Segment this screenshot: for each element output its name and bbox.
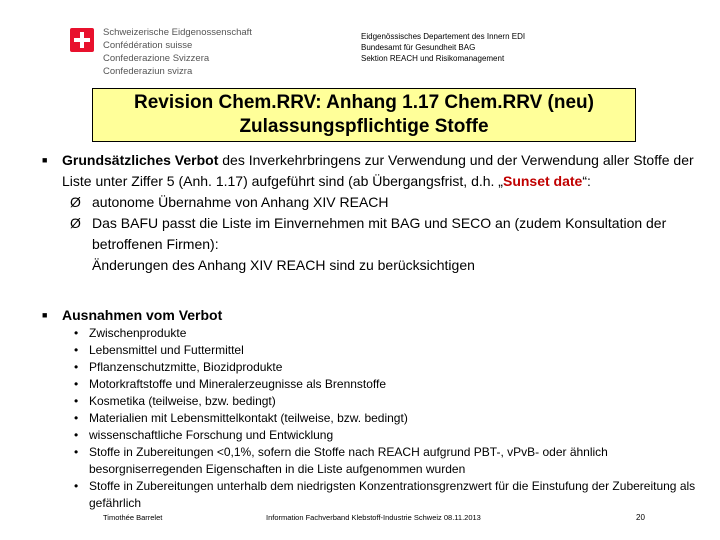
list-item: • wissenschaftliche Forschung und Entwicklung bbox=[74, 427, 714, 444]
list-item: • Pflanzenschutzmitte, Biozidprodukte bbox=[74, 359, 714, 376]
title-line-2: Zulassungspflichtige Stoffe bbox=[239, 116, 489, 137]
arrow-icon: Ø bbox=[70, 194, 81, 210]
list-item: • Zwischenprodukte bbox=[74, 325, 714, 342]
slide-title bbox=[92, 88, 636, 142]
name-de: Schweizerische Eidgenossenschaft bbox=[103, 27, 252, 38]
section-title: Ausnahmen vom Verbot bbox=[62, 307, 223, 323]
sunset-date: Sunset date bbox=[502, 173, 583, 189]
dept-line: Sektion REACH und Risikomanagement bbox=[361, 54, 505, 63]
sub-point bbox=[40, 192, 700, 213]
footer-event: Information Fachverband Klebstoff-Industrie Schweiz 08.11.2013 bbox=[266, 513, 481, 522]
name-it: Confederazione Svizzera bbox=[103, 53, 210, 64]
exceptions-list bbox=[74, 325, 714, 512]
list-item: • Stoffe in Zubereitungen <0,1%, sofern die Stoffe nach REACH aufgrund PBT-, vPvB- oder ähnlich besorgniserregenden Eigenschaften in die Liste aufgenommen wurden bbox=[74, 444, 714, 478]
swiss-cross-icon bbox=[70, 28, 94, 52]
list-item: • Lebensmittel und Futtermittel bbox=[74, 342, 714, 359]
list-item: • Materialien mit Lebensmittelkontakt (teilweise, bzw. bedingt) bbox=[74, 410, 714, 427]
sub-point-text: autonome Übernahme von Anhang XIV REACH bbox=[92, 194, 389, 210]
list-item: • Stoffe in Zubereitungen unterhalb dem niedrigsten Konzentrationsgrenzwert für die Einstufung der Zubereitung als gefährlich bbox=[74, 478, 714, 512]
list-item: • Kosmetika (teilweise, bzw. bedingt) bbox=[74, 393, 714, 410]
dept-line: Eidgenössisches Departement des Innern EDI bbox=[361, 32, 526, 41]
section-verbot bbox=[40, 150, 700, 276]
department-info bbox=[361, 31, 525, 64]
page-number: 20 bbox=[636, 513, 645, 522]
main-point bbox=[40, 150, 700, 192]
sub-point bbox=[40, 213, 700, 255]
name-fr: Confédération suisse bbox=[103, 40, 193, 51]
point-text: des Inverkehrbringens zur Verwendung und der Verwendung aller Stoffe der Liste unter Ziffer 5 (Anh. 1.17) aufgeführt sind (ab Übergangsfrist, d.h. „ bbox=[62, 152, 694, 189]
title-line-1: Revision Chem.RRV: Anhang 1.17 Chem.RRV (neu) bbox=[134, 92, 594, 113]
list-item: • Motorkraftstoffe und Mineralerzeugnisse als Brennstoffe bbox=[74, 376, 714, 393]
name-rm: Confederaziun svizra bbox=[103, 66, 193, 77]
sub-point-continuation: Änderungen des Anhang XIV REACH sind zu berücksichtigen bbox=[92, 257, 475, 273]
federal-names bbox=[103, 26, 252, 78]
section-ausnahmen-title bbox=[40, 305, 222, 325]
point-bold: Grundsätzliches Verbot bbox=[62, 152, 219, 168]
arrow-icon: Ø bbox=[70, 215, 81, 231]
footer-author: Timothée Barrelet bbox=[103, 513, 163, 522]
dept-line: Bundesamt für Gesundheit BAG bbox=[361, 43, 476, 52]
sub-point-text: Das BAFU passt die Liste im Einvernehmen mit BAG und SECO an (zudem Konsultation der betroffenen Firmen): bbox=[92, 215, 667, 252]
point-text-end: “: bbox=[582, 173, 591, 189]
